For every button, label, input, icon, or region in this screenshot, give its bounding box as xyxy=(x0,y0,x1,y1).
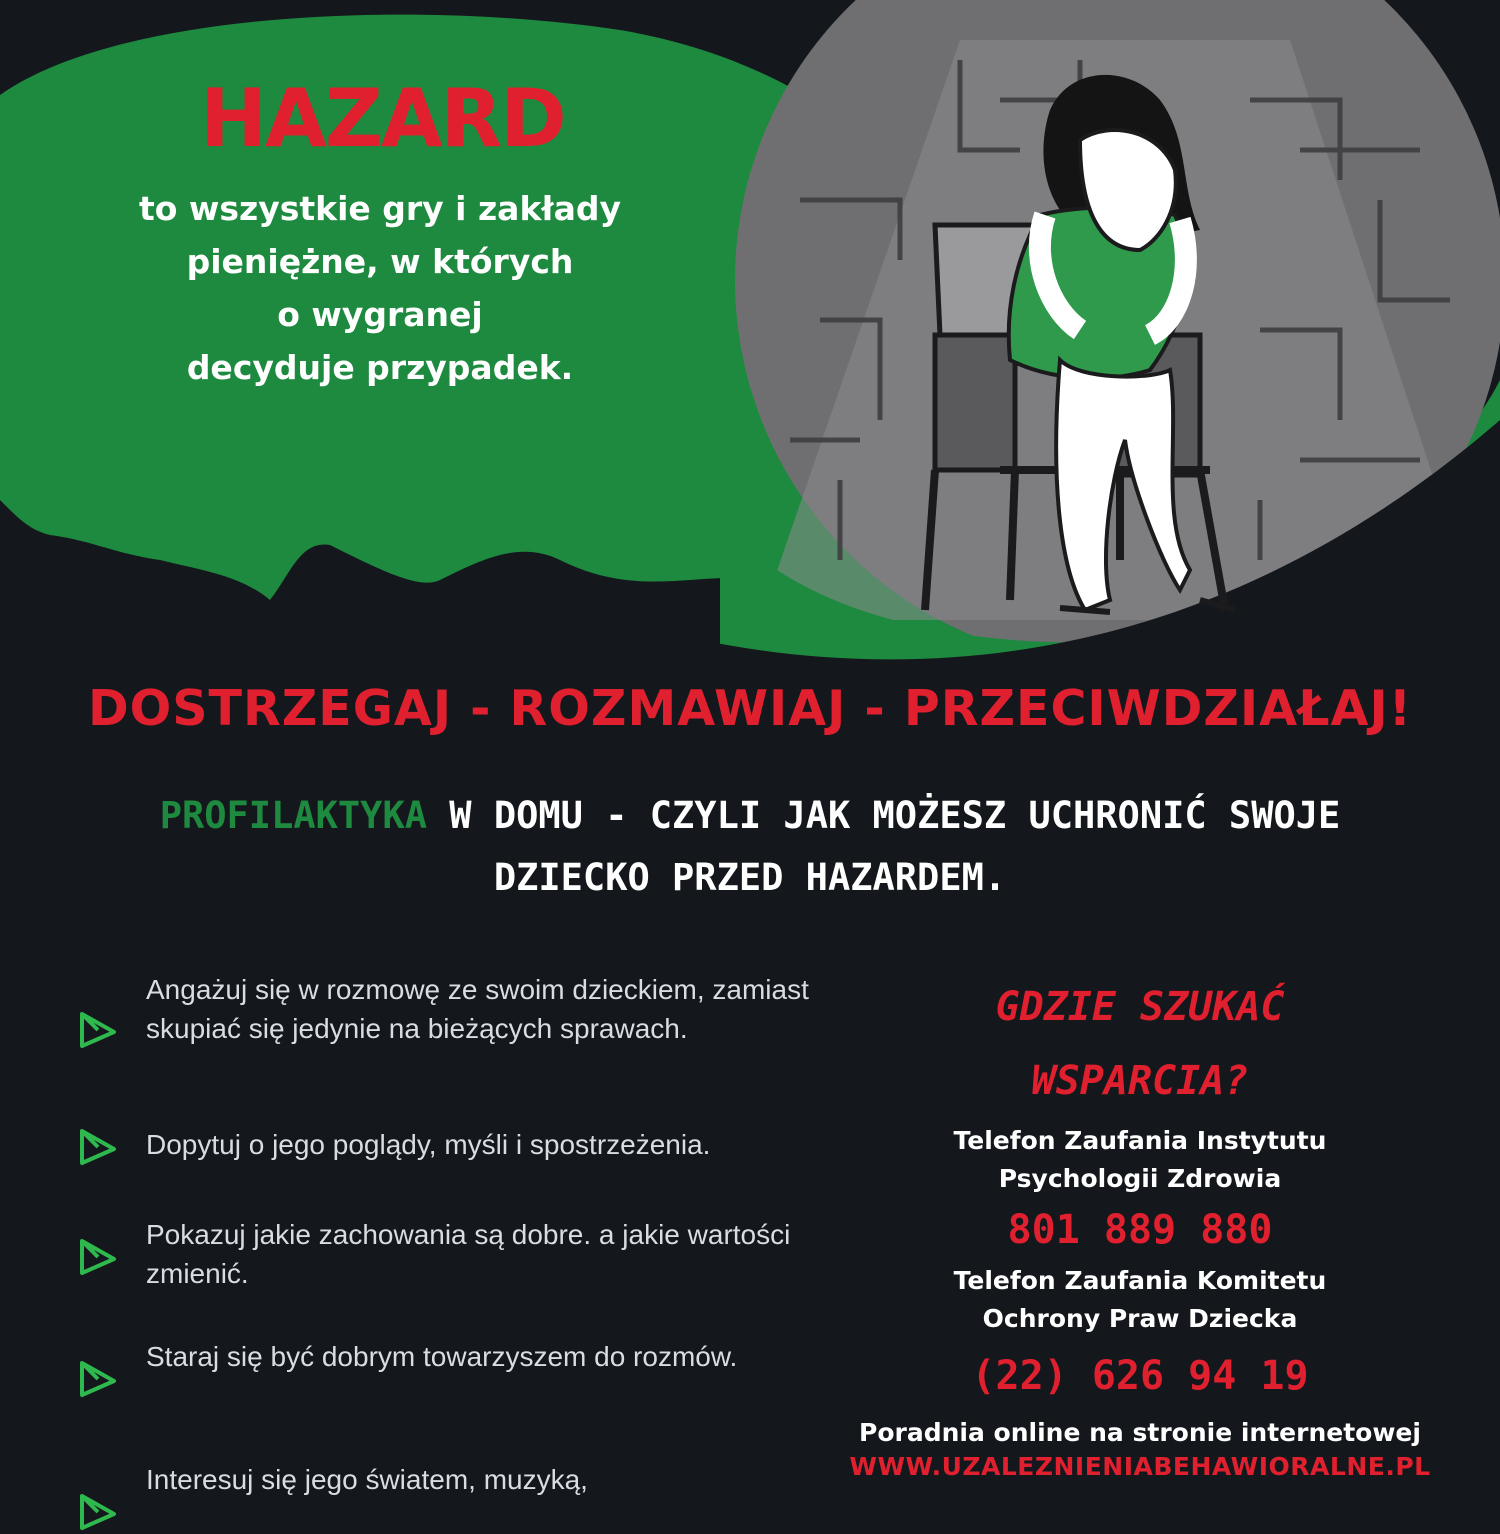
hotline-name: Telefon Zaufania Komitetu xyxy=(953,1266,1327,1295)
subheading-rest: W DOMU - CZYLI JAK MOŻESZ UCHRONIĆ SWOJE xyxy=(427,794,1341,837)
tip-text: Staraj się być dobrym towarzyszem do rozmów. xyxy=(146,1341,738,1372)
definition-line: pieniężne, w których xyxy=(186,242,574,281)
hotline-name: Telefon Zaufania Instytutu xyxy=(953,1126,1327,1155)
tip-text: Pokazuj jakie zachowania są dobre. a jakie wartości zmienić. xyxy=(146,1219,791,1289)
subheading-line-2: DZIECKO PRZED HAZARDEM. xyxy=(493,856,1007,899)
online-help-text: Poradnia online na stronie internetowej xyxy=(859,1418,1421,1447)
play-arrow-icon xyxy=(76,1490,120,1534)
definition-line: decyduje przypadek. xyxy=(186,348,574,387)
hero-title: HAZARD xyxy=(200,72,565,165)
support-title: WSPARCIA? xyxy=(1031,1058,1249,1104)
play-arrow-icon xyxy=(76,1008,120,1052)
support-title: GDZIE SZUKAĆ xyxy=(995,984,1285,1030)
website-link[interactable]: WWW.UZALEZNIENIABEHAWIORALNE.PL xyxy=(849,1452,1431,1481)
hotline-name: Psychologii Zdrowia xyxy=(998,1164,1282,1193)
subheading-line-1 xyxy=(100,785,1400,847)
phone-number[interactable]: (22) 626 94 19 xyxy=(971,1353,1309,1399)
slogan: DOSTRZEGAJ - ROZMAWIAJ - PRZECIWDZIAŁAJ! xyxy=(87,680,1413,737)
play-arrow-icon xyxy=(76,1357,120,1401)
hazard-definition xyxy=(100,182,660,394)
support-section xyxy=(849,970,1431,1481)
tip-text: Dopytuj o jego poglądy, myśli i spostrzeżenia. xyxy=(146,1129,711,1160)
definition-line: to wszystkie gry i zakłady xyxy=(138,189,622,228)
tip-text: Angażuj się w rozmowę ze swoim dzieckiem, zamiast skupiać się jedynie na bieżących sprawach. xyxy=(146,974,809,1044)
play-arrow-icon xyxy=(76,1125,120,1169)
definition-line: o wygranej xyxy=(277,295,483,334)
hotline-name: Ochrony Praw Dziecka xyxy=(982,1304,1298,1333)
tip-text: Interesuj się jego światem, muzyką, xyxy=(146,1464,588,1495)
subheading xyxy=(100,785,1400,909)
phone-number[interactable]: 801 889 880 xyxy=(1007,1207,1273,1253)
subheading-highlight: PROFILAKTYKA xyxy=(159,794,427,837)
play-arrow-icon xyxy=(76,1235,120,1279)
